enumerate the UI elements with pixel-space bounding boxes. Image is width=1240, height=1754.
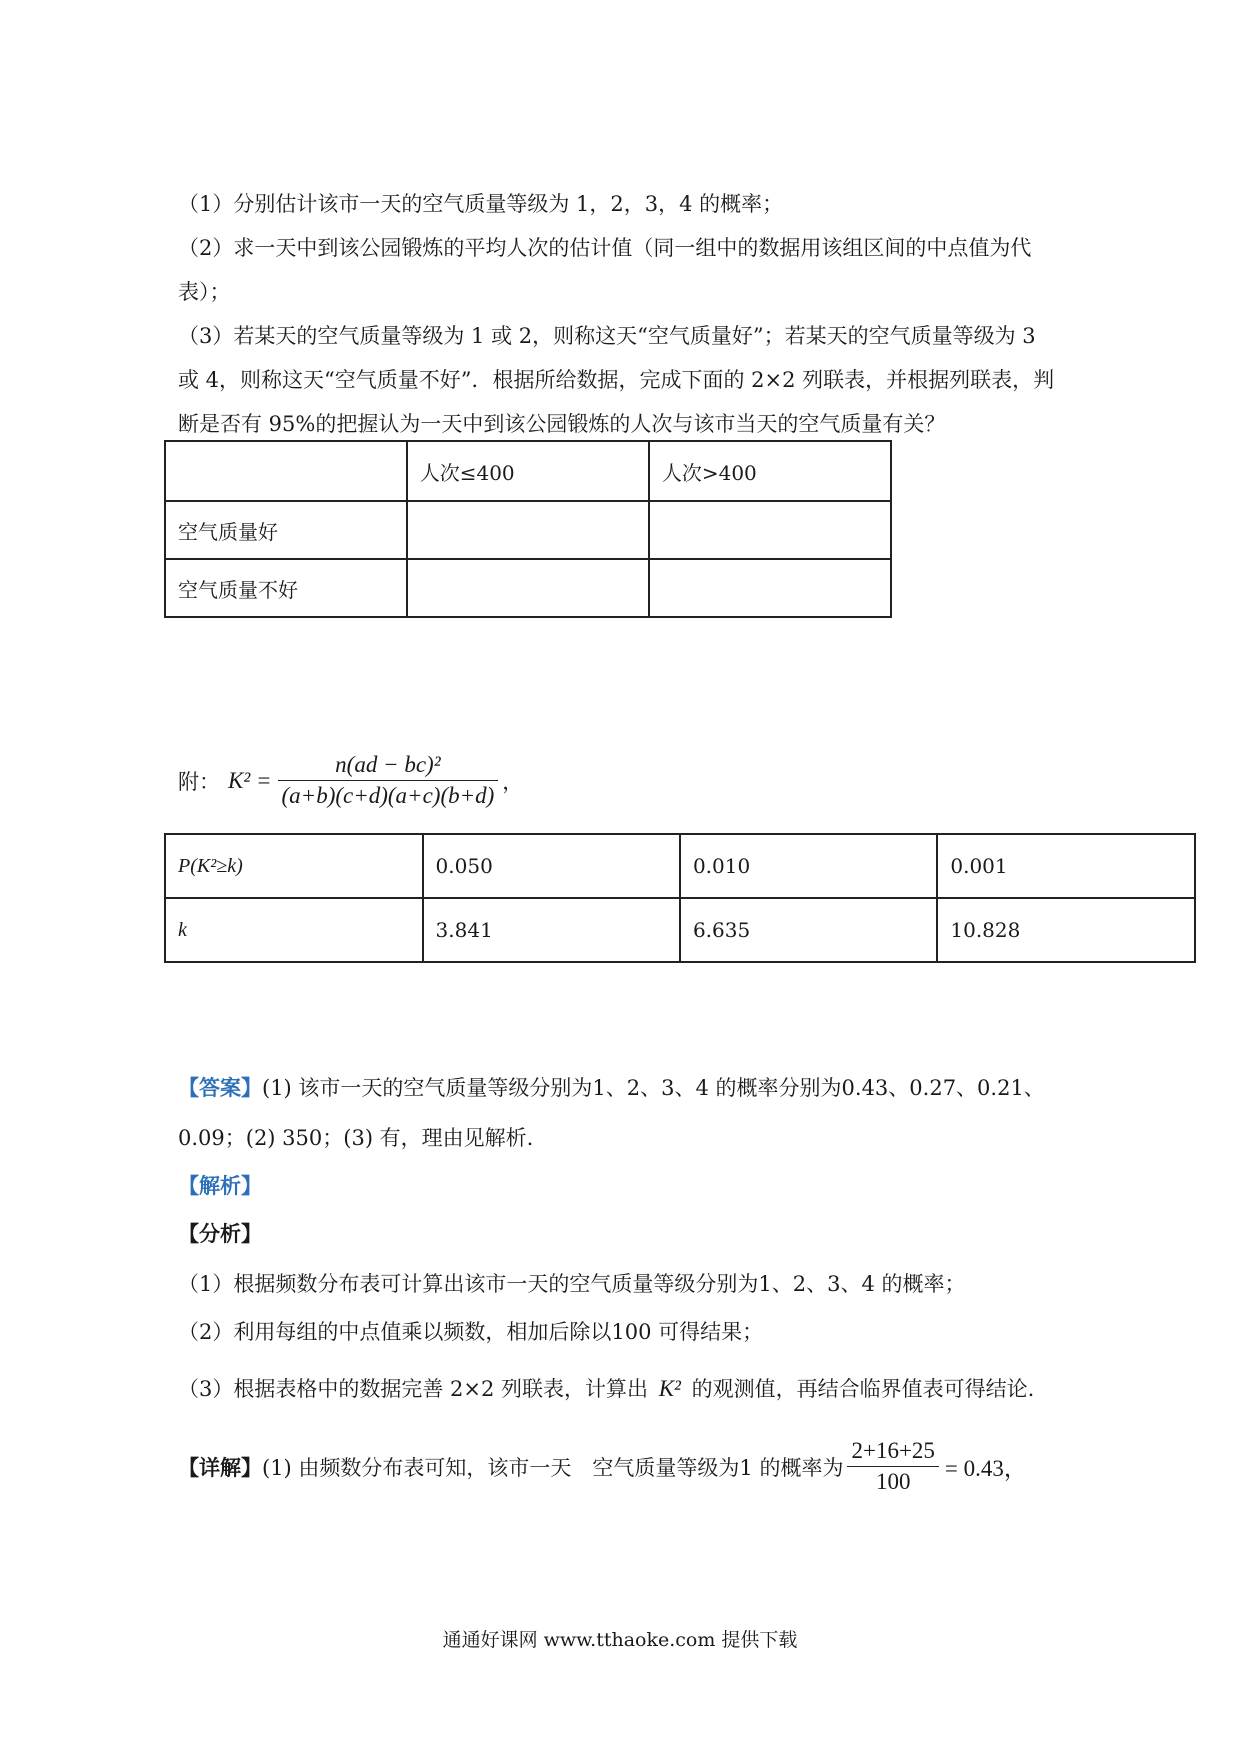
question-3-line-2: 或 4，则称这天“空气质量不好”．根据所给数据，完成下面的 2×2 列联表，并根据列联表，判 <box>178 368 1055 392</box>
critical-row-label: k <box>165 898 423 962</box>
formula-denominator: (a+b)(c+d)(a+c)(b+d) <box>281 783 495 808</box>
detail-numerator: 2+16+25 <box>847 1438 938 1467</box>
answer-line-2: 0.09；(2) 350；(3) 有，理由见解析. <box>178 1126 534 1150</box>
formula-prefix: 附： <box>178 769 220 794</box>
contingency-cell <box>649 559 891 617</box>
page-footer: 通通好课网 www.tthaoke.com 提供下载 <box>442 1629 798 1651</box>
detail-result: = 0.43， <box>944 1456 1027 1481</box>
detail-label: 【详解】 <box>178 1454 262 1480</box>
contingency-cell <box>407 559 649 617</box>
jiexi-label: 【解析】 <box>178 1173 262 1198</box>
contingency-cell <box>649 501 891 559</box>
formula-suffix: ， <box>502 769 524 794</box>
formula-numerator: n(ad − bc)² <box>278 752 499 781</box>
critical-row-probability <box>165 834 1195 898</box>
formula-fraction <box>278 752 499 809</box>
contingency-row-label: 空气质量不好 <box>165 559 407 617</box>
answer-line-1 <box>178 1072 1045 1102</box>
k-squared-formula <box>178 752 523 809</box>
critical-cell: 6.635 <box>680 898 937 962</box>
analysis-1: （1）根据频数分布表可计算出该市一天的空气质量等级分别为1、2、3、4 的概率； <box>178 1272 966 1296</box>
contingency-row-bad <box>165 559 891 617</box>
critical-row-label: P(K²≥k) <box>165 834 423 898</box>
critical-cell: 10.828 <box>937 898 1195 962</box>
contingency-header-cell-empty <box>165 441 407 501</box>
contingency-header-row <box>165 441 891 501</box>
critical-cell: 3.841 <box>423 898 680 962</box>
question-3-line-3: 断是否有 95%的把握认为一天中到该公园锻炼的人次与该市当天的空气质量有关？ <box>178 412 946 436</box>
analysis-2: （2）利用每组的中点值乘以频数，相加后除以100 可得结果； <box>178 1320 764 1344</box>
detail-denominator: 100 <box>875 1469 911 1494</box>
analysis-3-k-squared: K² <box>658 1376 681 1401</box>
formula-lhs: K² = <box>228 767 272 793</box>
contingency-header-cell-gt400: 人次>400 <box>649 441 891 501</box>
question-2-line-2: 表）； <box>178 280 231 304</box>
critical-cell: 0.050 <box>423 834 680 898</box>
detail-line <box>178 1438 1027 1495</box>
critical-cell: 0.010 <box>680 834 937 898</box>
answer-label: 【答案】 <box>178 1075 262 1100</box>
contingency-row-label: 空气质量好 <box>165 501 407 559</box>
contingency-row-good <box>165 501 891 559</box>
critical-cell: 0.001 <box>937 834 1195 898</box>
contingency-cell <box>407 501 649 559</box>
analysis-3 <box>178 1373 1034 1403</box>
detail-fraction <box>847 1438 938 1495</box>
answer-text-1: (1) 该市一天的空气质量等级分别为1、2、3、4 的概率分别为0.43、0.27、0.21、 <box>262 1076 1045 1100</box>
analysis-3-after: 的观测值，再结合临界值表可得结论. <box>691 1377 1035 1401</box>
question-1: （1）分别估计该市一天的空气质量等级为 1，2，3，4 的概率； <box>178 192 784 216</box>
critical-row-k <box>165 898 1195 962</box>
critical-value-table <box>164 833 1196 963</box>
contingency-table <box>164 440 892 618</box>
question-2-line-1: （2）求一天中到该公园锻炼的平均人次的估计值（同一组中的数据用该组区间的中点值为代 <box>178 236 1032 260</box>
analysis-3-before: （3）根据表格中的数据完善 2×2 列联表，计算出 <box>178 1377 649 1401</box>
contingency-header-cell-le400: 人次≤400 <box>407 441 649 501</box>
question-3-line-1: （3）若某天的空气质量等级为 1 或 2，则称这天“空气质量好”；若某天的空气质量等级为 3 <box>178 324 1036 348</box>
detail-text: (1) 由频数分布表可知，该市一天 空气质量等级为1 的概率为 <box>262 1455 844 1480</box>
fenxi-label: 【分析】 <box>178 1221 262 1246</box>
